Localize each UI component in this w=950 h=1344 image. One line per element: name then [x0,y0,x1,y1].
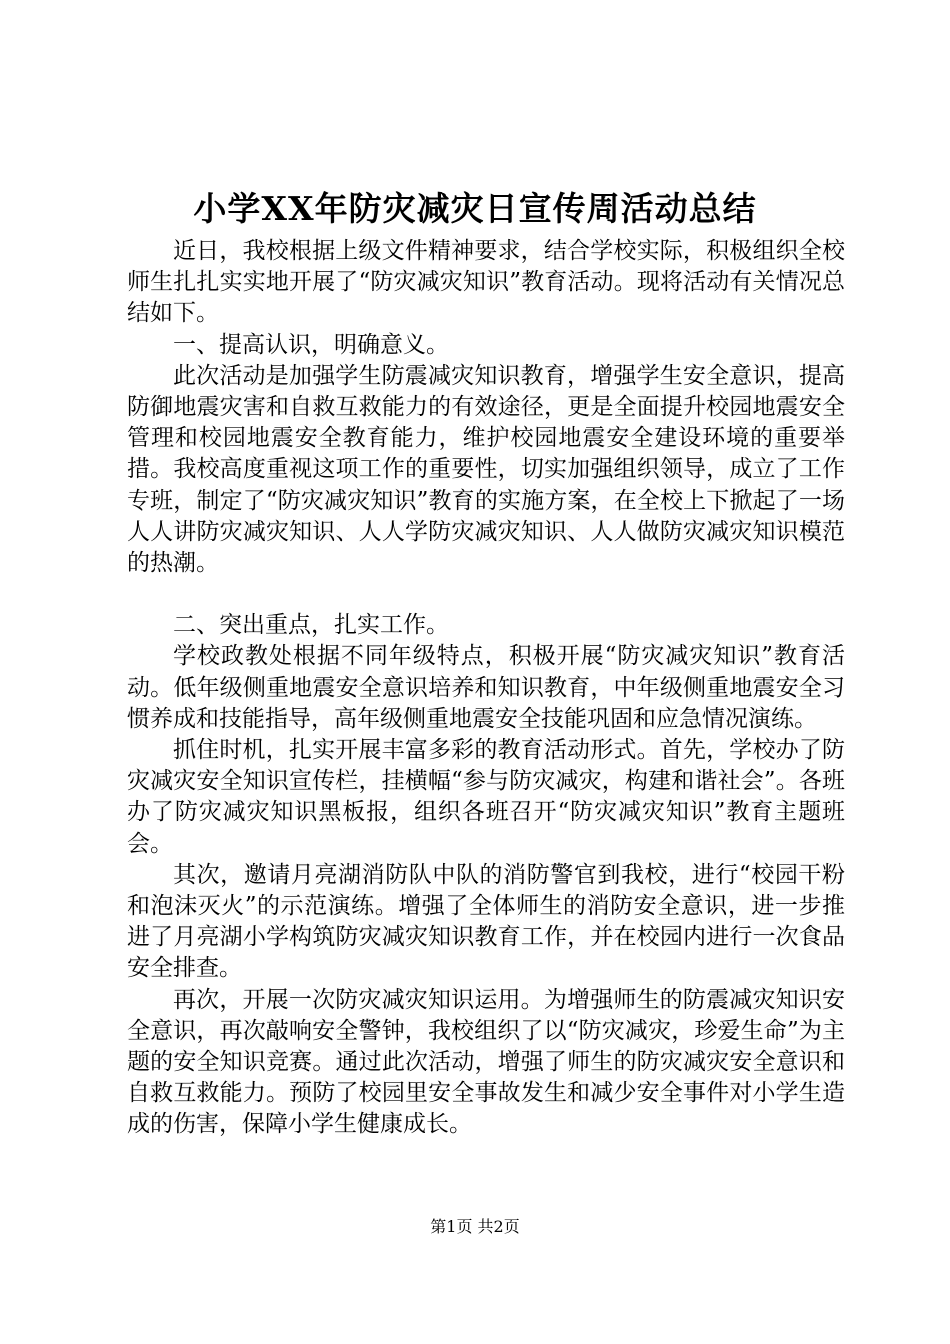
page-number: 第1页 共2页 [430,1217,520,1236]
section-heading-2: 二、突出重点，扎实工作。 [173,612,449,639]
paragraph-activities-first: 抓住时机，扎实开展丰富多彩的教育活动形式。首先，学校办了防灾减灾安全知识宣传栏，挂横幅“参与防灾减灾，构建和谐社会”。各班办了防灾减灾知识黑板报，组织各班召开“防灾减灾知识”教育主题班会。 [127,737,845,857]
paragraph-activities-second: 其次，邀请月亮湖消防队中队的消防警官到我校，进行“校园干粉和泡沫灭火”的示范演练。增强了全体师生的消防安全意识，进一步推进了月亮湖小学构筑防灾减灾知识教育工作，并在校园内进行一次食品安全排查。 [127,861,845,982]
paragraph-significance: 此次活动是加强学生防震减灾知识教育，增强学生安全意识，提高防御地震灾害和自救互救能力的有效途径，更是全面提升校园地震安全管理和校园地震安全教育能力，维护校园地震安全建设环境的重要举措。我校高度重视这项工作的重要性，切实加强组织领导，成立了工作专班，制定了“防灾减灾知识”教育的实施方案，在全校上下掀起了一场人人讲防灾减灾知识、人人学防灾减灾知识、人人做防灾减灾知识模范的热潮。 [127,362,845,577]
paragraph-grade-focus: 学校政教处根据不同年级特点，积极开展“防灾减灾知识”教育活动。低年级侧重地震安全意识培养和知识教育，中年级侧重地震安全习惯养成和技能指导，高年级侧重地震安全技能巩固和应急情况演练。 [127,643,845,732]
paragraph-activities-third: 再次，开展一次防灾减灾知识运用。为增强师生的防震减灾知识安全意识，再次敲响安全警钟，我校组织了以“防灾减灾，珍爱生命”为主题的安全知识竞赛。通过此次活动，增强了师生的防灾减灾安全意识和自救互救能力。预防了校园里安全事故发生和减少安全事件对小学生造成的伤害，保障小学生健康成长。 [127,986,845,1138]
section-heading-1: 一、提高认识，明确意义。 [173,331,449,358]
document-body [127,236,845,1141]
paragraph-intro: 近日，我校根据上级文件精神要求，结合学校实际，积极组织全校师生扎扎实实地开展了“防灾减灾知识”教育活动。现将活动有关情况总结如下。 [127,238,845,327]
document-title: 小学XX年防灾减灾日宣传周活动总结 [193,189,757,228]
